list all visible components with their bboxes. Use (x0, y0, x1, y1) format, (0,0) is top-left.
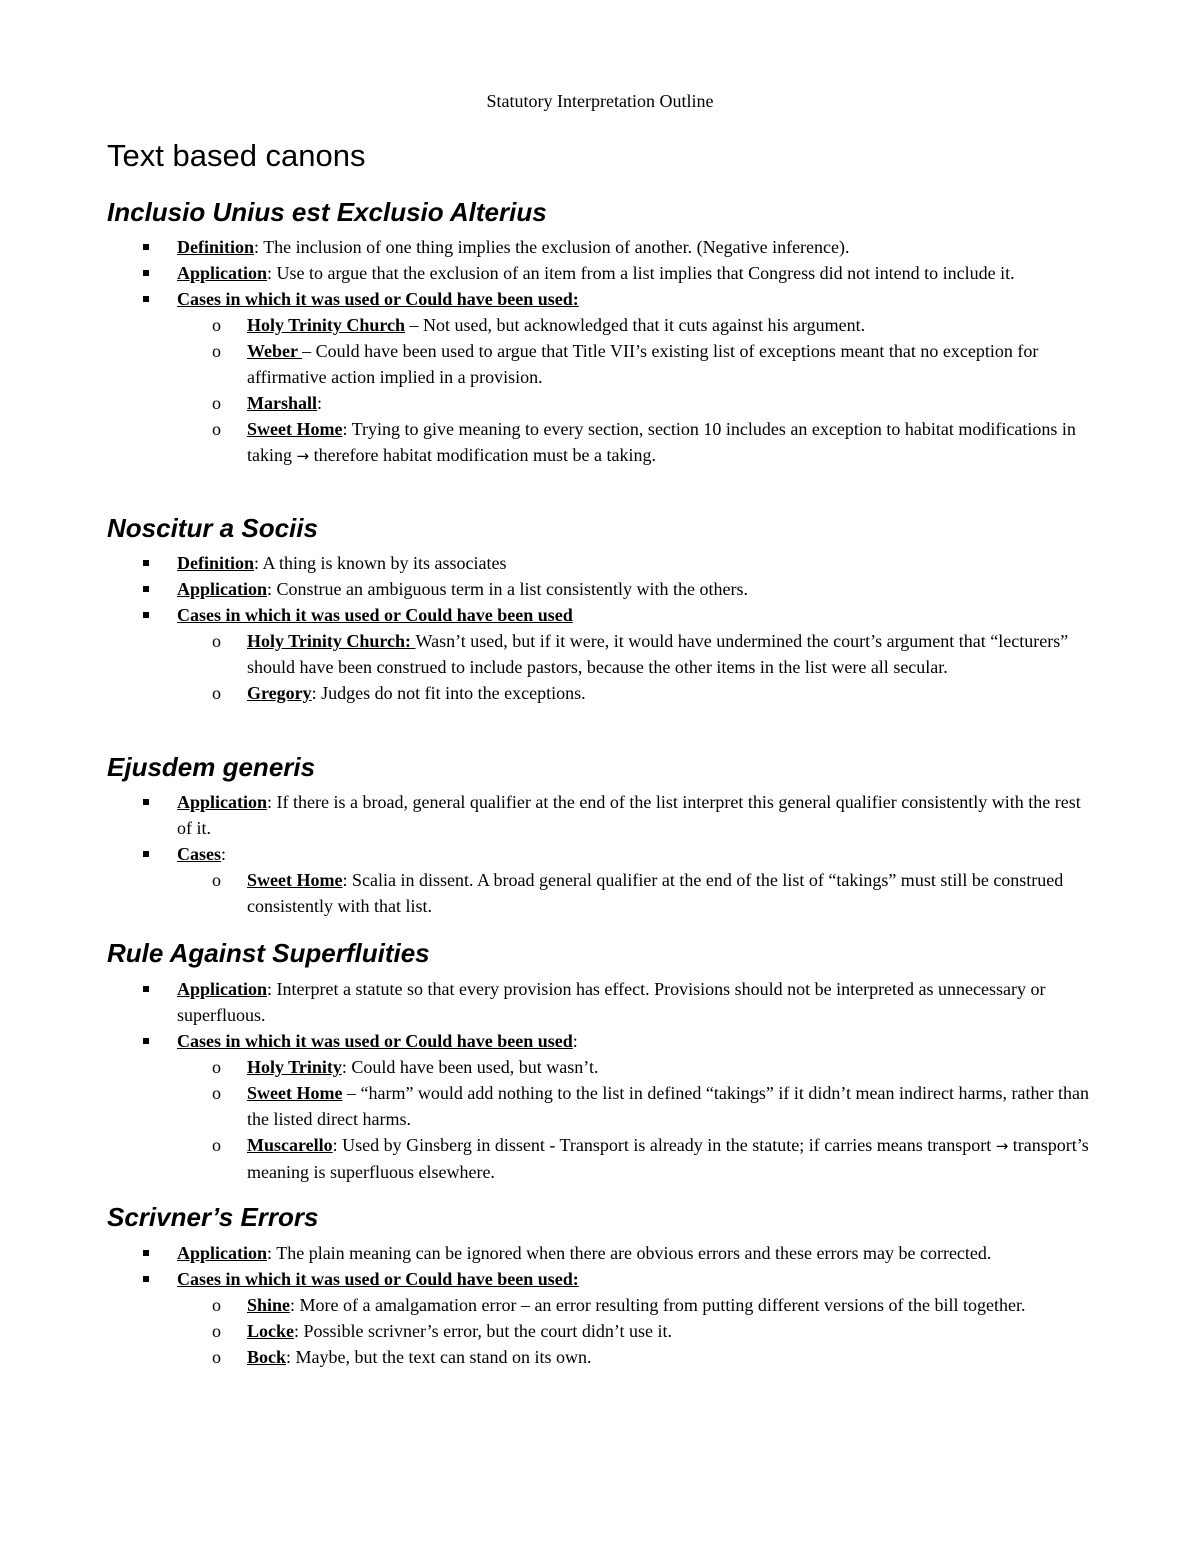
square-bullet-icon (143, 612, 149, 618)
case-list (177, 1054, 1095, 1185)
square-bullet-icon (143, 586, 149, 592)
item-label: Cases (177, 844, 221, 864)
case-text-continued: therefore habitat modification must be a taking. (309, 445, 656, 465)
list-item (0, 1240, 1200, 1266)
item-text: : The plain meaning can be ignored when there are obvious errors and these errors may be corrected. (267, 1243, 992, 1263)
case-label: Gregory (247, 683, 312, 703)
circle-bullet-icon: o (212, 1135, 221, 1155)
section-title: Inclusio Unius est Exclusio Alterius (107, 197, 547, 227)
circle-bullet-icon: o (212, 393, 221, 413)
case-item (177, 1080, 1095, 1132)
square-bullet-icon (143, 1276, 149, 1282)
case-item (177, 390, 1095, 416)
document-title: Statutory Interpretation Outline (486, 91, 714, 111)
case-text: : Could have been used, but wasn’t. (341, 1057, 599, 1077)
case-text: – “harm” would add nothing to the list in defined “takings” if it didn’t mean indirect harms, rather than the listed direct harms. (247, 1083, 1089, 1129)
circle-bullet-icon: o (212, 315, 221, 335)
case-label: Sweet Home (247, 1083, 343, 1103)
square-bullet-icon (143, 270, 149, 276)
list-item (0, 1028, 1200, 1185)
item-label: Application (177, 579, 268, 599)
case-label: Marshall (247, 393, 317, 413)
item-text: : The inclusion of one thing implies the exclusion of another. (Negative inference). (254, 237, 850, 257)
case-item (177, 338, 1095, 390)
circle-bullet-icon: o (212, 419, 221, 439)
circle-bullet-icon: o (212, 1347, 221, 1367)
circle-bullet-icon: o (212, 1295, 221, 1315)
right-arrow-icon: → (995, 1137, 1009, 1155)
section-title: Noscitur a Sociis (107, 513, 318, 543)
item-text: : (221, 844, 227, 864)
list-item (0, 576, 1200, 602)
section-list (0, 1240, 1200, 1370)
case-text: : Judges do not fit into the exceptions. (311, 683, 586, 703)
case-label: Sweet Home (247, 870, 343, 890)
item-text: : A thing is known by its associates (254, 553, 507, 573)
section-list (0, 234, 1200, 469)
case-label: Holy Trinity Church: (247, 631, 416, 651)
case-label: Shine (247, 1295, 291, 1315)
list-item (0, 550, 1200, 576)
circle-bullet-icon: o (212, 870, 221, 890)
circle-bullet-icon: o (212, 631, 221, 651)
item-label: Cases in which it was used or Could have been used (177, 605, 573, 625)
square-bullet-icon (143, 986, 149, 992)
section-title: Rule Against Superfluities (107, 938, 430, 968)
case-item (177, 1054, 1095, 1080)
case-list (177, 312, 1095, 469)
case-text: : Trying to give meaning to every section, section 10 includes an exception to habitat modifications in taking (247, 419, 1076, 465)
item-label: Application (177, 979, 268, 999)
case-text: : Maybe, but the text can stand on its own. (286, 1347, 592, 1367)
case-text: – Could have been used to argue that Title VII’s existing list of exceptions meant that no exception for affirmative action implied in a provision. (247, 341, 1039, 387)
list-item (0, 602, 1200, 706)
circle-bullet-icon: o (212, 683, 221, 703)
case-item (177, 628, 1095, 680)
item-text: : Construe an ambiguous term in a list consistently with the others. (267, 579, 748, 599)
square-bullet-icon (143, 1038, 149, 1044)
case-text-continued: transport’s meaning is superfluous elsewhere. (247, 1135, 1089, 1182)
case-item (177, 416, 1095, 469)
case-label: Bock (247, 1347, 287, 1367)
item-text: : (572, 289, 579, 309)
case-list (177, 1292, 1095, 1370)
case-label: Holy Trinity (247, 1057, 342, 1077)
case-text: – Not used, but acknowledged that it cuts against his argument. (405, 315, 866, 335)
case-text: : Used by Ginsberg in dissent - Transport is already in the statute; if carries means transport (332, 1135, 996, 1155)
item-text: : Interpret a statute so that every provision has effect. Provisions should not be interpreted as unnecessary or superfluous. (177, 979, 1046, 1025)
item-label: Cases in which it was used or Could have been used (177, 1031, 573, 1051)
item-label: Application (177, 792, 268, 812)
item-label: Application (177, 263, 268, 283)
case-text: : Scalia in dissent. A broad general qualifier at the end of the list of “takings” must still be construed consistently with that list. (247, 870, 1064, 916)
circle-bullet-icon: o (212, 1083, 221, 1103)
case-label: Muscarello (247, 1135, 333, 1155)
circle-bullet-icon: o (212, 1057, 221, 1077)
list-item (0, 976, 1200, 1028)
square-bullet-icon (143, 799, 149, 805)
item-label: Cases in which it was used or Could have been used (177, 289, 573, 309)
case-list (177, 628, 1095, 706)
square-bullet-icon (143, 244, 149, 250)
list-item (0, 260, 1200, 286)
case-item (177, 1132, 1095, 1185)
item-text: : (572, 1031, 578, 1051)
case-text: : More of a amalgamation error – an error resulting from putting different versions of the bill together. (290, 1295, 1026, 1315)
item-text: : If there is a broad, general qualifier at the end of the list interpret this general qualifier consistently with the rest of it. (177, 792, 1081, 838)
case-item (177, 1292, 1095, 1318)
right-arrow-icon: → (296, 447, 310, 465)
case-label: Weber (247, 341, 303, 361)
case-text: Wasn’t used, but if it were, it would have undermined the court’s argument that “lecturers” should have been construed to include pastors, because the other items in the list were all secular. (247, 631, 1069, 677)
case-item (177, 867, 1095, 919)
list-item (0, 1266, 1200, 1370)
case-list (177, 867, 1095, 919)
case-item (177, 1344, 1095, 1370)
circle-bullet-icon: o (212, 341, 221, 361)
item-label: Definition (177, 553, 255, 573)
case-text: : (317, 393, 323, 413)
case-item (177, 680, 1095, 706)
circle-bullet-icon: o (212, 1321, 221, 1341)
section-list (0, 550, 1200, 706)
square-bullet-icon (143, 296, 149, 302)
case-text: : Possible scrivner’s error, but the court didn’t use it. (294, 1321, 673, 1341)
item-text: : Use to argue that the exclusion of an item from a list implies that Congress did not intend to include it. (267, 263, 1015, 283)
case-label: Sweet Home (247, 419, 343, 439)
list-item (0, 841, 1200, 919)
square-bullet-icon (143, 851, 149, 857)
list-item (0, 234, 1200, 260)
section-list (0, 976, 1200, 1185)
case-item (177, 1318, 1095, 1344)
list-item (0, 789, 1200, 841)
square-bullet-icon (143, 1250, 149, 1256)
list-item (0, 286, 1200, 469)
case-label: Holy Trinity Church (247, 315, 406, 335)
section-title: Ejusdem generis (107, 752, 316, 782)
case-item (177, 312, 1095, 338)
item-label: Definition (177, 237, 255, 257)
item-label: Cases in which it was used or Could have been used: (177, 1269, 579, 1289)
case-label: Locke (247, 1321, 294, 1341)
section-title: Scrivner’s Errors (107, 1202, 319, 1232)
item-label: Application (177, 1243, 268, 1263)
page-heading: Text based canons (107, 138, 366, 173)
section-list (0, 789, 1200, 919)
square-bullet-icon (143, 560, 149, 566)
